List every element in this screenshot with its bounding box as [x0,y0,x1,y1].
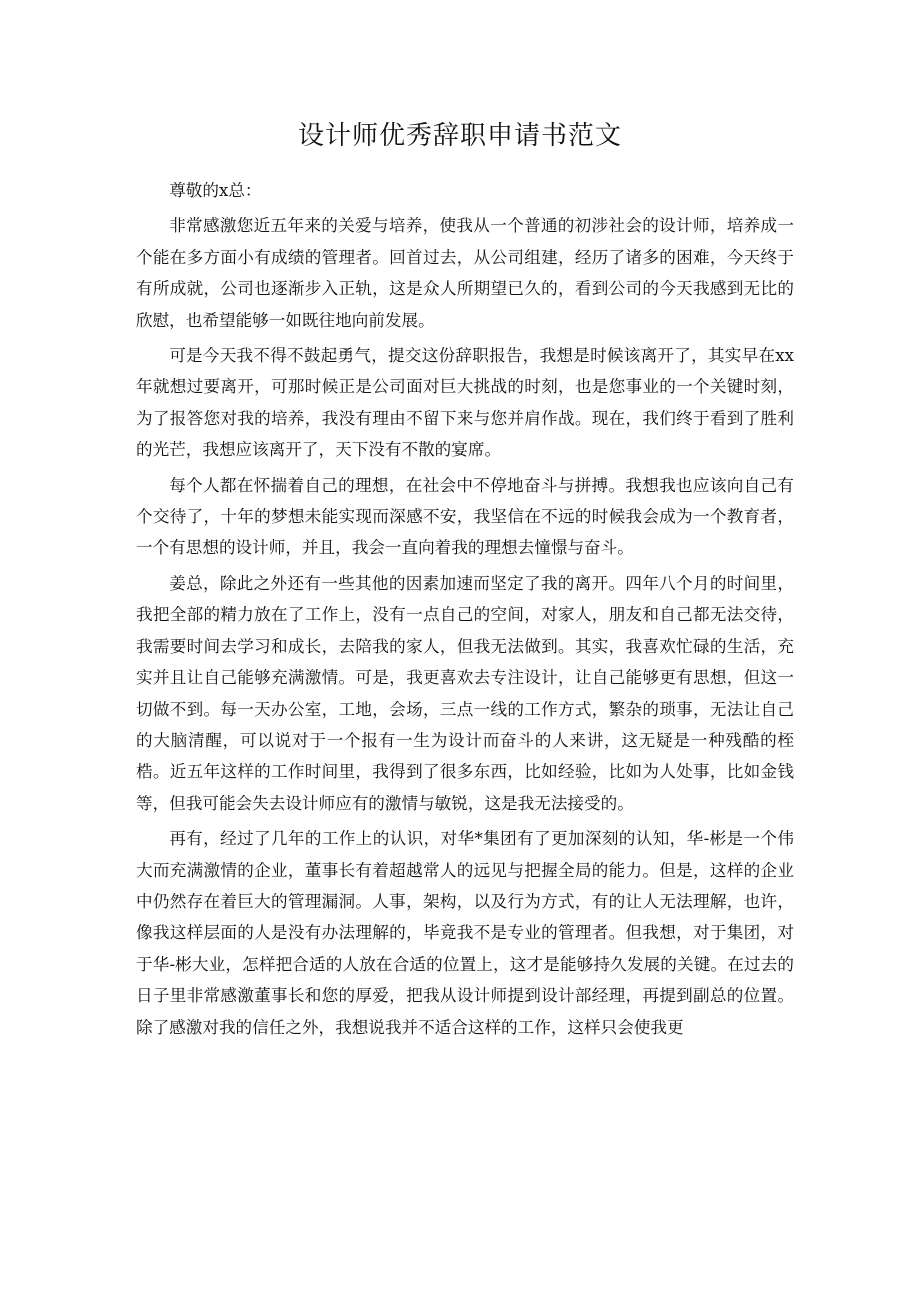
paragraph-5: 再有，经过了几年的工作上的认识，对华*集团有了更加深刻的认知，华-彬是一个伟大而充满激情的企业，董事长有着超越常人的远见与把握全局的能力。但是，这样的企业中仍然存在着巨大的管理漏洞。人事，架构，以及行为方式，有的让人无法理解，也许，像我这样层面的人是没有办法理解的，毕竟我不是专业的管理者。但我想，对于集团，对于华-彬大业，怎样把合适的人放在合适的位置上，这才是能够持久发展的关键。在过去的日子里非常感激董事长和您的厚爱，把我从设计师提到设计部经理，再提到副总的位置。除了感激对我的信任之外，我想说我并不适合这样的工作，这样只会使我更 [136,829,794,1037]
paragraph-4: 姜总，除此之外还有一些其他的因素加速而坚定了我的离开。四年八个月的时间里，我把全部的精力放在了工作上，没有一点自己的空间，对家人，朋友和自己都无法交待，我需要时间去学习和成长，去陪我的家人，但我无法做到。其实，我喜欢忙碌的生活，充实并且让自己能够充满激情。可是，我更喜欢去专注设计，让自己能够更有思想，但这一切做不到。每一天办公室，工地，会场，三点一线的工作方式，繁杂的琐事，无法让自己的大脑清醒，可以说对于一个报有一生为设计而奋斗的人来讲，这无疑是一种残酷的桎梏。近五年这样的工作时间里，我得到了很多东西，比如经验，比如为人处事，比如金钱等，但我可能会失去设计师应有的激情与敏锐，这是我无法接受的。 [136,573,794,813]
paragraph-1: 非常感激您近五年来的关爱与培养，使我从一个普通的初涉社会的设计师，培养成一个能在多方面小有成绩的管理者。回首过去，从公司组建，经历了诸多的困难，今天终于有所成就，公司也逐渐步入正轨，这是众人所期望已久的，看到公司的今天我感到无比的欣慰，也希望能够一如既往地向前发展。 [136,216,794,330]
paragraph-2: 可是今天我不得不鼓起勇气，提交这份辞职报告，我想是时候该离开了，其实早在xx年就想过要离开，可那时候正是公司面对巨大挑战的时刻，也是您事业的一个关键时刻，为了报答您对我的培养，我没有理由不留下来与您并肩作战。现在，我们终于看到了胜利的光芒，我想应该离开了，天下没有不散的宴席。 [136,346,794,460]
paragraph-3: 每个人都在怀揣着自己的理想，在社会中不停地奋斗与拼搏。我想我也应该向自己有个交待了，十年的梦想未能实现而深感不安，我坚信在不远的时候我会成为一个教育者，一个有思想的设计师，并且，我会一直向着我的理想去憧憬与奋斗。 [136,475,794,558]
document-title: 设计师优秀辞职申请书范文 [297,121,622,151]
salutation: 尊敬的x总： [169,181,262,200]
document-body [136,175,794,1047]
